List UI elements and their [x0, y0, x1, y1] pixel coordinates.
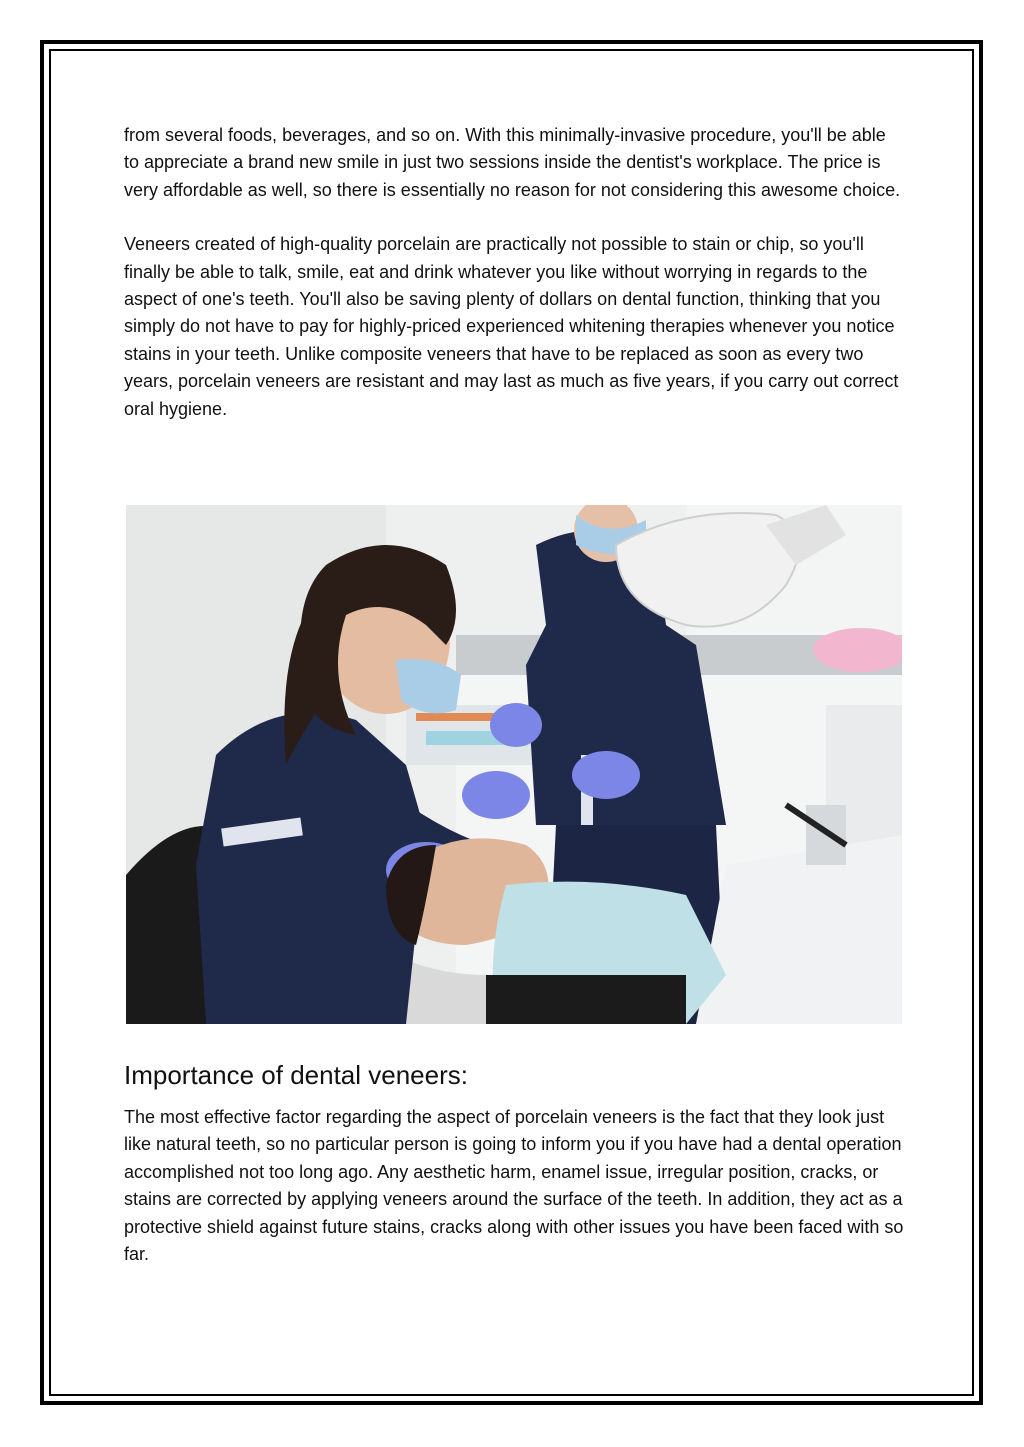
- section-paragraph: The most effective factor regarding the aspect of porcelain veneers is the fact that they look just like natural teeth, so no particular person is going to inform you if you have had a dental operation accomplished not too long ago. Any aesthetic harm, enamel issue, irregular position, cracks, or stains are corrected by applying veneers around the surface of the teeth. In addition, they act as a protective shield against future stains, cracks along with other issues you have been faced with so far.: [124, 1107, 904, 1265]
- dental-procedure-photo: [126, 505, 902, 1024]
- intro-text: [124, 122, 904, 423]
- importance-section: [124, 1058, 904, 1268]
- section-heading: Importance of dental veneers:: [124, 1060, 468, 1090]
- intro-paragraph-2: Veneers created of high-quality porcelain are practically not possible to stain or chip, so you'll finally be able to talk, smile, eat and drink whatever you like without worrying in regards to the aspect of one's teeth. You'll also be saving plenty of dollars on dental function, thinking that you simply do not have to pay for highly-priced experienced whitening therapies whenever you notice stains in your teeth. Unlike composite veneers that have to be replaced as soon as every two years, porcelain veneers are resistant and may last as much as five years, if you carry out correct oral hygiene.: [124, 234, 899, 419]
- intro-paragraph-1: from several foods, beverages, and so on. With this minimally-invasive procedure, you'll be able to appreciate a brand new smile in just two sessions inside the dentist's workplace. The price is very affordable as well, so there is essentially no reason for not considering this awesome choice.: [124, 125, 901, 200]
